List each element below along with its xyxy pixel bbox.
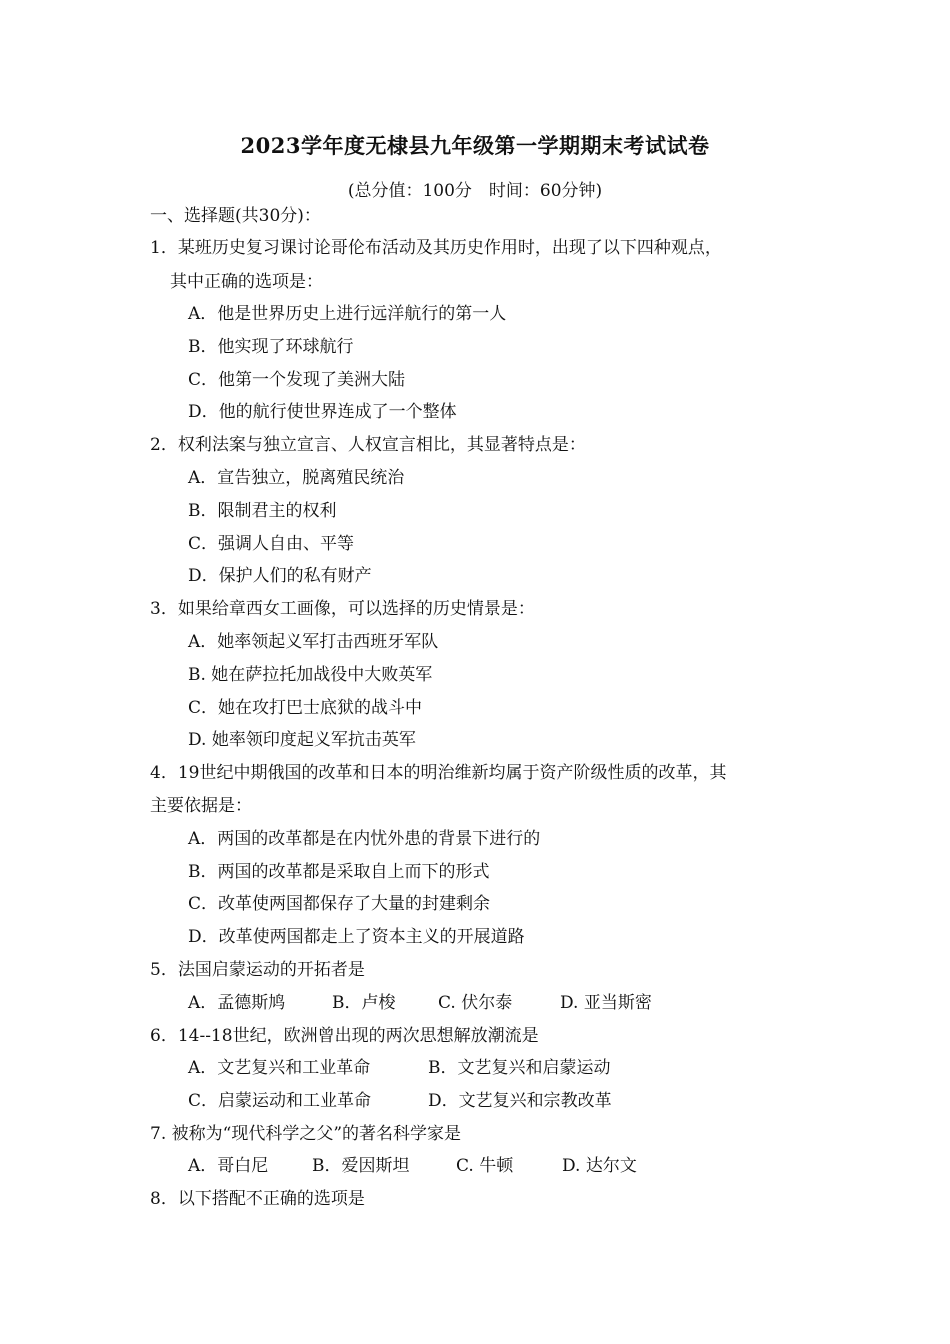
question-3-stem: 3．如果给章西女工画像，可以选择的历史情景是： (150, 599, 535, 619)
question-8-stem: 8．以下搭配不正确的选项是 (150, 1189, 365, 1209)
question-4-option-d: D．改革使两国都走上了资本主义的开展道路 (188, 927, 525, 947)
question-6-option-d: D．文艺复兴和宗教改革 (428, 1091, 612, 1111)
question-1-option-c: C．他第一个发现了美洲大陆 (188, 370, 406, 390)
exam-title: 2023学年度无棣县九年级第一学期期末考试试卷 (240, 133, 710, 158)
question-5-option-b: B．卢梭 (332, 993, 396, 1013)
question-6-stem: 6．14--18世纪，欧洲曾出现的两次思想解放潮流是 (150, 1026, 539, 1046)
question-4-option-a: A．两国的改革都是在内忧外患的背景下进行的 (188, 829, 541, 849)
question-7-option-b: B．爱因斯坦 (312, 1156, 410, 1176)
question-6-options-row2 (188, 1091, 612, 1111)
question-3-option-d: D. 她率领印度起义军抗击英军 (188, 730, 416, 750)
question-1-stem-cont: 其中正确的选项是： (170, 272, 323, 292)
question-5-option-d: D. 亚当斯密 (560, 993, 652, 1013)
question-5-options (188, 993, 652, 1013)
question-1-option-a: A．他是世界历史上进行远洋航行的第一人 (188, 304, 507, 324)
question-1-option-b: B．他实现了环球航行 (188, 337, 354, 357)
question-2-option-b: B．限制君主的权利 (188, 501, 337, 521)
question-6-option-b: B．文艺复兴和启蒙运动 (428, 1058, 611, 1078)
question-2-option-d: D．保护人们的私有财产 (188, 566, 372, 586)
question-1-option-d: D．他的航行使世界连成了一个整体 (188, 402, 457, 422)
question-6-option-a: A．文艺复兴和工业革命 (188, 1058, 371, 1078)
question-6-options-row1 (188, 1058, 611, 1078)
question-5-stem: 5．法国启蒙运动的开拓者是 (150, 960, 365, 980)
question-7-option-c: C. 牛顿 (456, 1156, 514, 1176)
question-4-stem: 4．19世纪中期俄国的改革和日本的明治维新均属于资产阶级性质的改革，其 (150, 763, 727, 783)
question-6-option-c: C．启蒙运动和工业革命 (188, 1091, 372, 1111)
question-3-option-b: B. 她在萨拉托加战役中大败英军 (188, 665, 433, 685)
question-7-option-a: A．哥白尼 (188, 1156, 269, 1176)
question-7-option-d: D. 达尔文 (562, 1156, 637, 1176)
question-3-option-a: A．她率领起义军打击西班牙军队 (188, 632, 439, 652)
exam-subtitle: (总分值：100分 时间：60分钟) (347, 181, 603, 201)
question-5-option-a: A．孟德斯鸠 (188, 993, 286, 1013)
question-2-option-c: C．强调人自由、平等 (188, 534, 355, 554)
question-5-option-c: C. 伏尔泰 (438, 993, 513, 1013)
question-4-option-c: C．改革使两国都保存了大量的封建剩余 (188, 894, 491, 914)
question-4-option-b: B．两国的改革都是采取自上而下的形式 (188, 862, 490, 882)
question-7-options (188, 1156, 637, 1176)
question-3-option-c: C．她在攻打巴士底狱的战斗中 (188, 698, 423, 718)
question-7-stem: 7. 被称为“现代科学之父”的著名科学家是 (150, 1124, 462, 1144)
section-heading: 一、选择题(共30分)： (150, 206, 321, 226)
question-1-stem: 1．某班历史复习课讨论哥伦布活动及其历史作用时，出现了以下四种观点， (150, 238, 722, 258)
question-2-option-a: A．宣告独立，脱离殖民统治 (188, 468, 405, 488)
question-4-stem-cont: 主要依据是： (150, 796, 252, 816)
question-2-stem: 2．权利法案与独立宣言、人权宣言相比，其显著特点是： (150, 435, 586, 455)
